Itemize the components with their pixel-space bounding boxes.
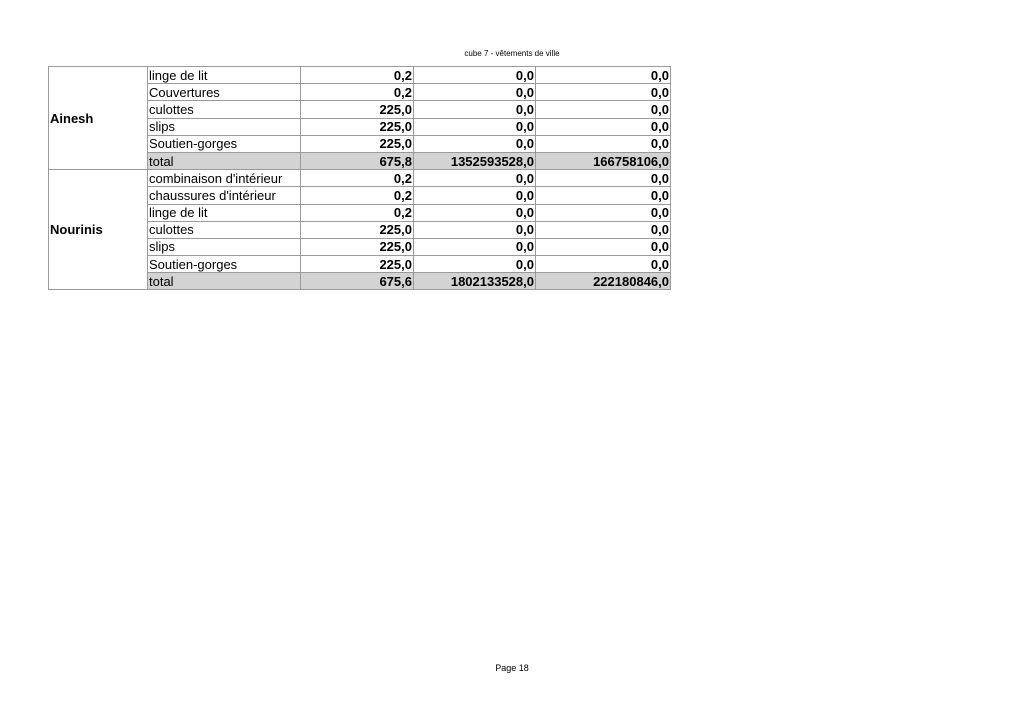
value-cell-1: 225,0 xyxy=(301,101,414,118)
value-cell-3: 222180846,0 xyxy=(536,273,671,290)
value-cell-2: 0,0 xyxy=(414,204,536,221)
value-cell-3: 0,0 xyxy=(536,256,671,273)
value-cell-1: 0,2 xyxy=(301,170,414,187)
value-cell-2: 0,0 xyxy=(414,256,536,273)
value-cell-2: 0,0 xyxy=(414,67,536,84)
item-label: culottes xyxy=(148,221,301,238)
value-cell-3: 0,0 xyxy=(536,204,671,221)
value-cell-1: 225,0 xyxy=(301,118,414,135)
item-label: slips xyxy=(148,238,301,255)
value-cell-2: 0,0 xyxy=(414,135,536,152)
value-cell-2: 0,0 xyxy=(414,84,536,101)
value-cell-2: 0,0 xyxy=(414,238,536,255)
page-footer xyxy=(0,663,1024,673)
value-cell-1: 675,6 xyxy=(301,273,414,290)
value-cell-2: 1352593528,0 xyxy=(414,152,536,169)
item-label: combinaison d'intérieur xyxy=(148,170,301,187)
value-cell-3: 0,0 xyxy=(536,135,671,152)
item-label: slips xyxy=(148,118,301,135)
item-label: Couvertures xyxy=(148,84,301,101)
value-cell-3: 0,0 xyxy=(536,84,671,101)
sheet-title: cube 7 - vêtements de ville xyxy=(464,49,560,58)
group-label: Nourinis xyxy=(49,170,148,290)
value-cell-2: 0,0 xyxy=(414,118,536,135)
item-label: linge de lit xyxy=(148,67,301,84)
value-cell-1: 0,2 xyxy=(301,84,414,101)
value-cell-1: 225,0 xyxy=(301,221,414,238)
group-label: Ainesh xyxy=(49,67,148,170)
item-label: chaussures d'intérieur xyxy=(148,187,301,204)
page-number: Page 18 xyxy=(495,663,529,673)
value-cell-3: 166758106,0 xyxy=(536,152,671,169)
value-cell-3: 0,0 xyxy=(536,67,671,84)
value-cell-1: 225,0 xyxy=(301,135,414,152)
data-table xyxy=(48,66,671,290)
value-cell-2: 0,0 xyxy=(414,170,536,187)
table-row xyxy=(49,67,671,84)
item-label: culottes xyxy=(148,101,301,118)
value-cell-3: 0,0 xyxy=(536,170,671,187)
value-cell-2: 0,0 xyxy=(414,101,536,118)
value-cell-3: 0,0 xyxy=(536,221,671,238)
value-cell-2: 0,0 xyxy=(414,221,536,238)
value-cell-3: 0,0 xyxy=(536,101,671,118)
value-cell-3: 0,0 xyxy=(536,187,671,204)
item-label: Soutien-gorges xyxy=(148,135,301,152)
value-cell-2: 0,0 xyxy=(414,187,536,204)
value-cell-3: 0,0 xyxy=(536,238,671,255)
value-cell-1: 0,2 xyxy=(301,67,414,84)
value-cell-2: 1802133528,0 xyxy=(414,273,536,290)
value-cell-1: 0,2 xyxy=(301,204,414,221)
page-header xyxy=(0,49,1024,58)
value-cell-1: 225,0 xyxy=(301,256,414,273)
item-label: total xyxy=(148,273,301,290)
value-cell-1: 675,8 xyxy=(301,152,414,169)
item-label: Soutien-gorges xyxy=(148,256,301,273)
table-row xyxy=(49,170,671,187)
item-label: linge de lit xyxy=(148,204,301,221)
value-cell-3: 0,0 xyxy=(536,118,671,135)
value-cell-1: 225,0 xyxy=(301,238,414,255)
value-cell-1: 0,2 xyxy=(301,187,414,204)
item-label: total xyxy=(148,152,301,169)
